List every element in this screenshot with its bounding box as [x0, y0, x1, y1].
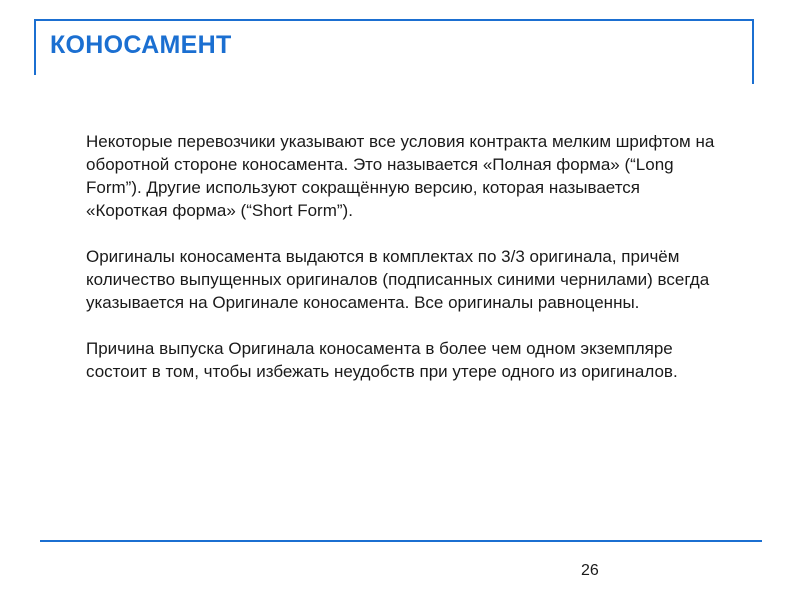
paragraph-reason: Причина выпуска Оригинала коносамента в более чем одном экземпляре состоит в том, чтобы избежать неудобств при утере одного из оригиналов. — [86, 339, 678, 381]
slide-body — [86, 130, 726, 406]
title-frame-top-line — [34, 19, 754, 21]
slide-title: КОНОСАМЕНТ — [50, 31, 232, 59]
paragraph-originals-sets: Оригиналы коносамента выдаются в комплектах по 3/3 оригинала, причём количество выпущенных оригиналов (подписанных синими чернилами) всегда указывается на Оригинале коносамента. Все оригиналы равноценны. — [86, 247, 710, 312]
decorative-dot — [752, 74, 754, 76]
paragraph-long-short-form: Некоторые перевозчики указывают все условия контракта мелким шрифтом на оборотной стороне коносамента. Это называется «Полная форма» (“Long Form”). Другие используют сокращённую версию, которая называется «Короткая форма» (“Short Form”). — [86, 132, 715, 220]
footer-divider-line — [40, 540, 762, 542]
page-number: 26 — [581, 562, 599, 579]
title-frame-left-line — [34, 19, 36, 75]
